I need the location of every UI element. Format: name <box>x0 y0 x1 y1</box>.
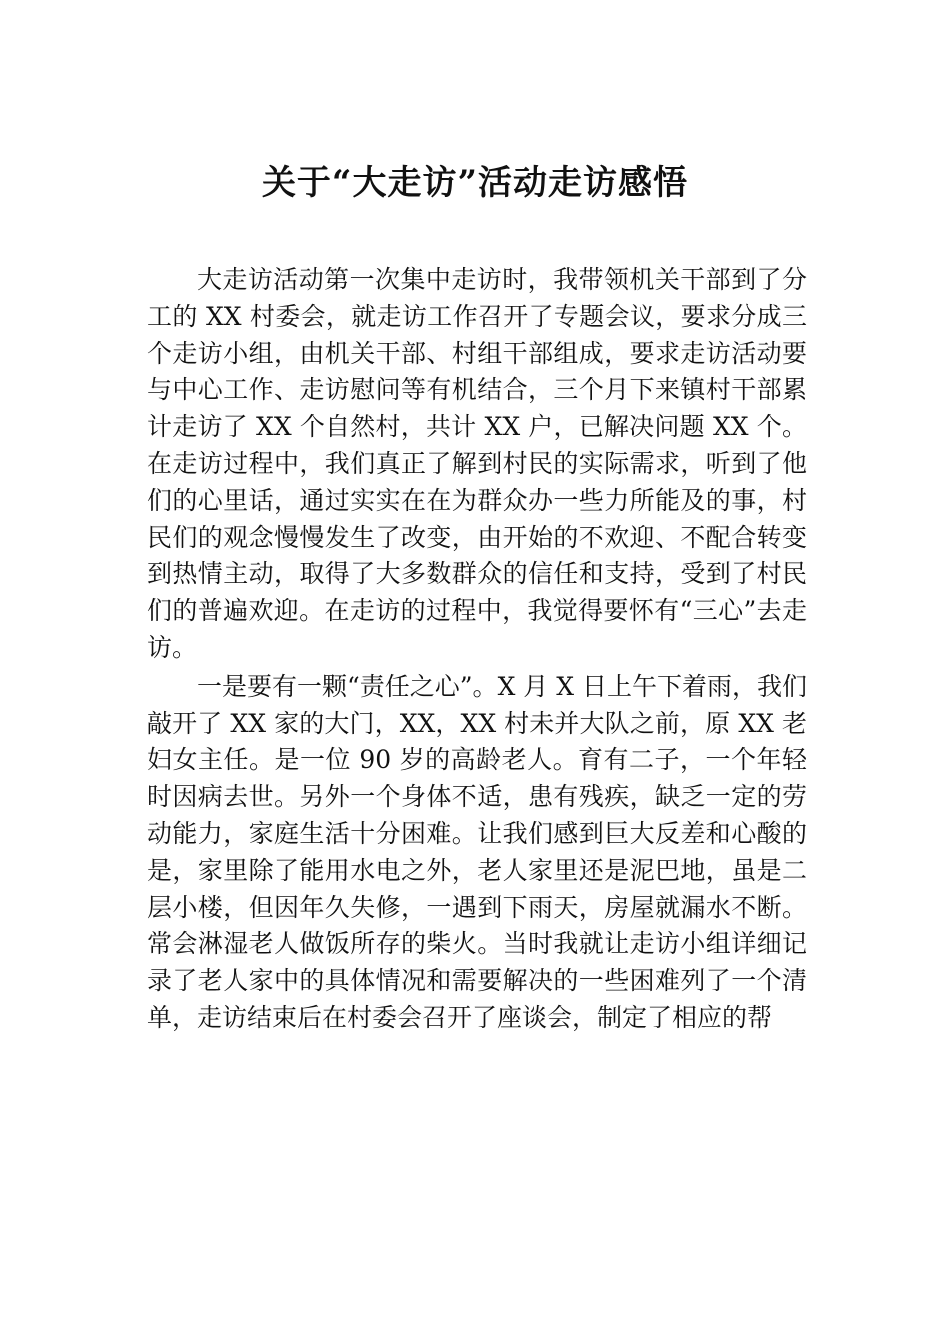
document-title: 关于“大走访”活动走访感悟 <box>261 163 689 203</box>
paragraph-responsibility: 一是要有一颗“责任之心”。X 月 X 日上午下着雨，我们敲开了 XX 家的大门，XX，XX 村未并大队之前，原 XX 老妇女主任。是一位 90 岁的高龄老人。育有二子，一个年轻时因病去世。另外一个身体不适，患有残疾，缺乏一定的劳动能力，家庭生活十分困难。让我们感到巨大反差和心酸的是，家里除了能用水电之外，老人家里还是泥巴地，虽是二层小楼，但因年久失修，一遇到下雨天，房屋就漏水不断。 常会淋湿老人做饭所存的柴火。当时我就让走访小组详细记录了老人家中的具体情况和需要解决的一些困难列了一个清单，走访结束后在村委会召开了座谈会，制定了相应的帮 <box>147 671 807 1032</box>
document-body <box>147 262 807 1037</box>
paragraph-intro: 大走访活动第一次集中走访时，我带领机关干部到了分工的 XX 村委会，就走访工作召开了专题会议，要求分成三个走访小组，由机关干部、村组干部组成，要求走访活动要与中心工作、走访慰问等有机结合，三个月下来镇村干部累计走访了 XX 个自然村，共计 XX 户，已解决问题 XX 个。在走访过程中，我们真正了解到村民的实际需求，听到了他们的心里话，通过实实在在为群众办一些力所能及的事，村民们的观念慢慢发生了改变，由开始的不欢迎、不配合转变到热情主动，取得了大多数群众的信任和支持，受到了村民们的普遍欢迎。在走访的过程中，我觉得要怀有“三心”去走访。 <box>147 265 807 662</box>
